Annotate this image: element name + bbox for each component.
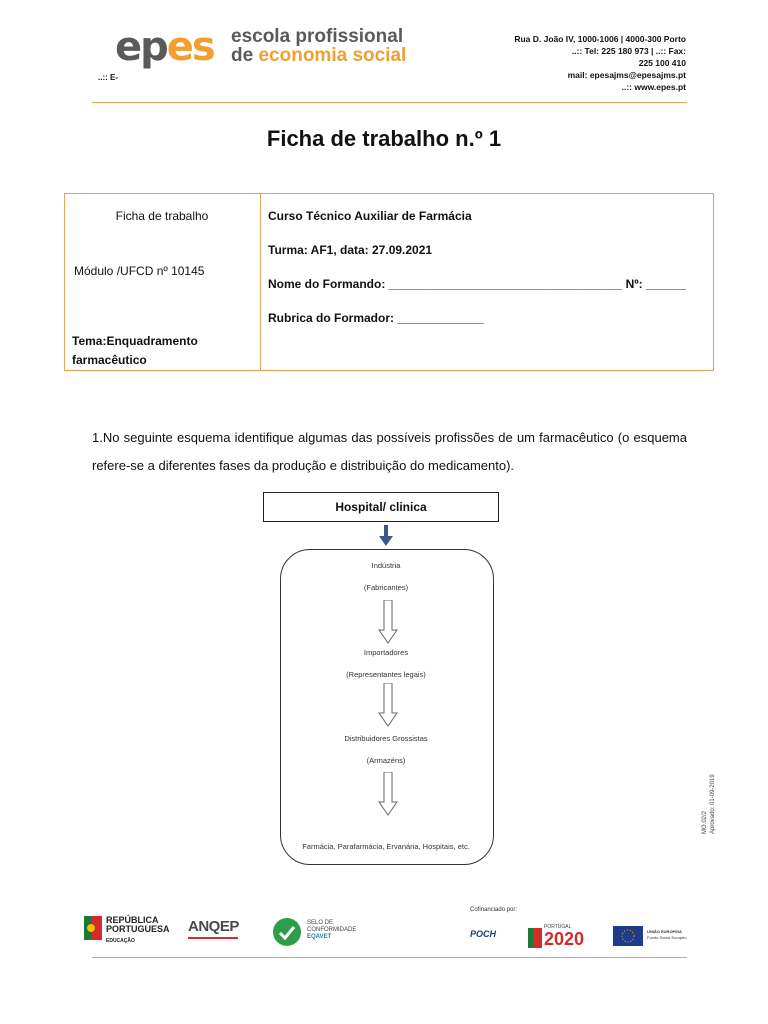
document-version-text (701, 774, 717, 834)
address-line: ..:: Tel: 225 180 973 | ..:: Fax: (571, 46, 686, 56)
step-name: Distribuidores Grossistas (344, 734, 428, 743)
republica-line: EDUCAÇÃO (106, 938, 135, 944)
logo-mark (115, 24, 214, 70)
trainer-signature-field: Rubrica do Formador: _____________ (268, 311, 485, 325)
question-text: 1.No seguinte esquema identifique algumas das possíveis profissões de um farmacêutico (o esquema refere-se a diferentes fases da produção e distribuição do medicamento). (92, 430, 687, 473)
checkmark-seal-icon (272, 917, 302, 947)
hollow-down-arrow-icon (378, 683, 398, 727)
eqavet-line: SELO DE (307, 920, 334, 926)
trainee-name-field: Nome do Formando: ___________________________________ Nº: ______ (268, 277, 687, 291)
cofinanciado-label: Cofinanciado por: (470, 907, 518, 913)
eqavet-text (307, 920, 356, 941)
anqep-text: ANQEP (188, 918, 239, 935)
eqavet-seal (272, 917, 372, 949)
page-title: Ficha de trabalho n.º 1 (266, 126, 502, 151)
hollow-down-arrow-icon (378, 772, 398, 816)
portugal-2020-number: 2020 (544, 929, 585, 949)
logo-letter-p: p (140, 24, 167, 70)
portugal-text: PORTUGAL (544, 924, 572, 930)
final-step: Farmácia, Parafarmácia, Ervanária, Hospitais, etc. (302, 842, 470, 851)
step-sub: (Armazéns) (366, 756, 406, 765)
portugal-flag-icon (528, 928, 542, 948)
footer-divider (92, 957, 687, 958)
eqavet-line: CONFORMIDADE (307, 927, 357, 933)
step-name: Importadores (363, 648, 409, 657)
poch-text: POCH (470, 929, 497, 939)
course-label: Curso Técnico Auxiliar de Farmácia (268, 209, 472, 223)
ue-text (647, 929, 687, 941)
republica-line: REPÚBLICA (106, 915, 159, 925)
eu-flag-icon (613, 926, 643, 946)
step-sub: (Representantes legais) (346, 670, 426, 679)
logo-letter-e: e (115, 24, 141, 70)
anqep-underline (188, 937, 238, 939)
module-label: Módulo /UFCD nº 10145 (74, 264, 205, 278)
down-arrow-icon (378, 525, 394, 547)
approval-line: Aprovado: 01-09-2019 (710, 774, 716, 834)
address-line: mail: epesajms@epesajms.pt (567, 70, 686, 80)
address-line: 225 100 410 (638, 58, 686, 68)
logo-text-line1: escola profissional (231, 26, 404, 47)
logo-letters-es: es (166, 24, 214, 70)
address-line: Rua D. João IV, 1000-1006 | 4000-300 Porto (514, 34, 686, 44)
step-sub: (Fabricantes) (363, 583, 409, 592)
header-divider (92, 102, 687, 103)
address-line: ..:: www.epes.pt (621, 82, 686, 92)
poch-logo (470, 929, 514, 949)
info-table-divider (260, 193, 261, 371)
theme-line: farmacêutico (72, 353, 147, 367)
worksheet-label: Ficha de trabalho (115, 209, 209, 223)
uniao-europeia-logo (613, 926, 689, 948)
republica-text (106, 916, 170, 946)
version-line: MO.02/2 (702, 810, 708, 834)
logo-text-line2 (231, 46, 406, 66)
small-tag: ..:: E- (98, 73, 118, 82)
republica-line: PORTUGUESA (106, 924, 170, 934)
theme-line: Tema:Enquadramento (72, 334, 198, 348)
anqep-logo (188, 918, 252, 944)
republica-portuguesa-logo (84, 914, 174, 942)
step-name: Indústria (371, 561, 401, 570)
hospital-box: Hospital/ clinica (263, 492, 499, 522)
portugal-2020-logo (528, 924, 600, 952)
eqavet-line: EQAVET (307, 934, 332, 940)
address-block (514, 33, 686, 93)
ue-line: UNIÃO EUROPEIA (647, 929, 682, 934)
theme-label (72, 332, 198, 370)
ue-line: Fundo Social Europeu (647, 935, 687, 940)
hollow-down-arrow-icon (378, 600, 398, 644)
logo-text-de: de (231, 45, 254, 66)
class-date-label: Turma: AF1, data: 27.09.2021 (268, 243, 433, 257)
flag-emblem-icon (84, 916, 102, 940)
logo-text-economia-social: economia social (258, 45, 407, 66)
epes-logo (115, 24, 415, 74)
